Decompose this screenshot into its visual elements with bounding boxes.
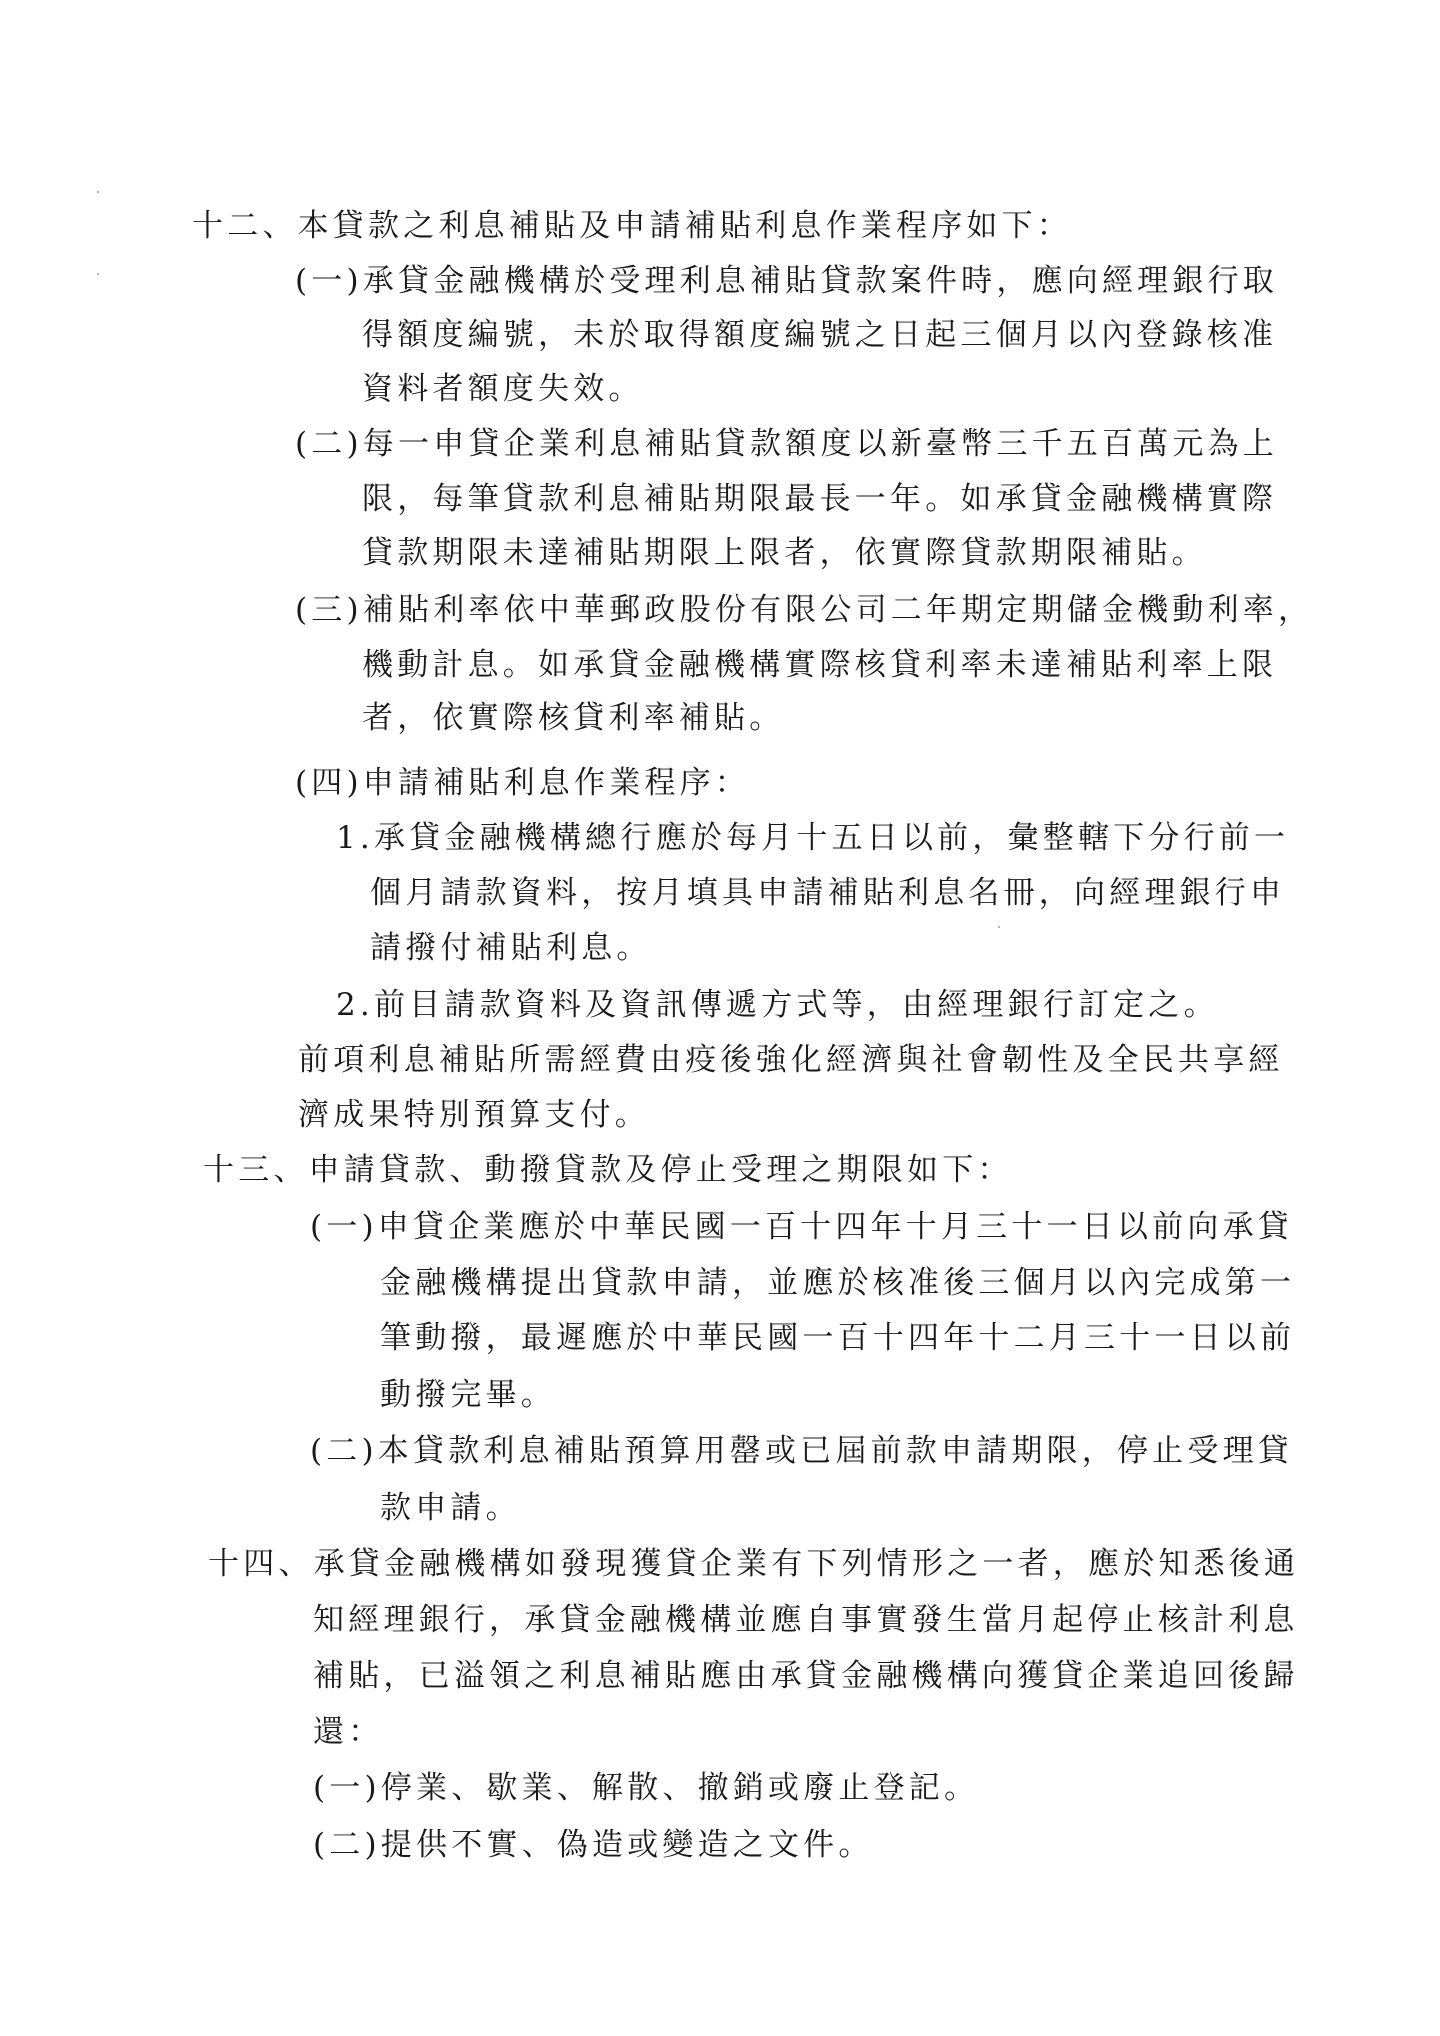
article-12-item-3: (三)補貼利率依中華郵政股份有限公司二年期定期儲金機動利率， — [295, 592, 1314, 628]
article-13-item-1: (一)申貸企業應於中華民國一百十四年十月三十一日以前向承貸 — [310, 1209, 1293, 1245]
article-12-item-1-cont: 得額度編號，未於取得額度編號之日起三個月以內登錄核准 — [362, 317, 1278, 353]
article-12-heading: 十二、本貸款之利息補貼及申請補貼利息作業程序如下： — [192, 208, 1072, 244]
article-12-item-2: (二)每一申貸企業利息補貼貸款額度以新臺幣三千五百萬元為上 — [295, 426, 1278, 462]
article-12-item-4-sub-2: 2.前目請款資料及資訊傳遞方式等，由經理銀行訂定之。 — [336, 987, 1219, 1023]
article-13-item-1-cont: 動撥完畢。 — [380, 1377, 556, 1413]
article-12-item-4-sub-1: 1.承貸金融機構總行應於每月十五日以前，彙整轄下分行前一 — [336, 820, 1290, 856]
article-12-item-3-cont: 機動計息。如承貸金融機構實際核貸利率未達補貼利率上限 — [362, 647, 1278, 683]
article-14-heading-cont: 補貼，已溢領之利息補貼應由承貸金融機構向獲貸企業追回後歸 — [313, 1658, 1299, 1694]
article-13-item-2-cont: 款申請。 — [380, 1490, 521, 1526]
article-14-item-2: (二)提供不實、偽造或變造之文件。 — [313, 1827, 874, 1863]
article-14-item-1: (一)停業、歇業、解散、撤銷或廢止登記。 — [313, 1770, 980, 1806]
article-12-paragraph: 前項利息補貼所需經費由疫後強化經濟與社會韌性及全民共享經 — [298, 1042, 1284, 1078]
article-12-item-2-cont: 貸款期限未達補貼期限上限者，依實際貸款期限補貼。 — [362, 535, 1207, 571]
scan-speck — [97, 191, 99, 193]
article-12-paragraph-cont: 濟成果特別預算支付。 — [298, 1097, 650, 1133]
article-13-item-1-cont: 筆動撥，最遲應於中華民國一百十四年十二月三十一日以前 — [380, 1320, 1296, 1356]
article-12-item-4-sub-1-cont: 個月請款資料，按月填具申請補貼利息名冊，向經理銀行申 — [370, 875, 1286, 911]
article-12-item-3-cont: 者，依實際核貸利率補貼。 — [362, 700, 785, 736]
article-12-item-1-cont: 資料者額度失效。 — [362, 371, 644, 407]
article-14-heading-cont: 還： — [313, 1714, 384, 1750]
article-12-item-4: (四)申請補貼利息作業程序： — [295, 765, 750, 801]
article-14-heading: 十四、承貸金融機構如發現獲貸企業有下列情形之一者，應於知悉後通 — [208, 1546, 1300, 1582]
scan-speck — [97, 273, 99, 275]
article-13-item-1-cont: 金融機構提出貸款申請，並應於核准後三個月以內完成第一 — [380, 1265, 1296, 1301]
article-13-heading: 十三、申請貸款、動撥貸款及停止受理之期限如下： — [203, 1152, 1013, 1188]
article-12-item-2-cont: 限，每筆貸款利息補貼期限最長一年。如承貸金融機構實際 — [362, 481, 1278, 517]
scan-speck — [998, 926, 1000, 928]
article-13-item-2: (二)本貸款利息補貼預算用罄或已屆前款申請期限，停止受理貸 — [310, 1433, 1293, 1469]
article-12-item-4-sub-1-cont: 請撥付補貼利息。 — [370, 930, 652, 966]
article-12-item-1: (一)承貸金融機構於受理利息補貼貸款案件時，應向經理銀行取 — [295, 263, 1278, 299]
article-14-heading-cont: 知經理銀行，承貸金融機構並應自事實發生當月起停止核計利息 — [313, 1602, 1299, 1638]
